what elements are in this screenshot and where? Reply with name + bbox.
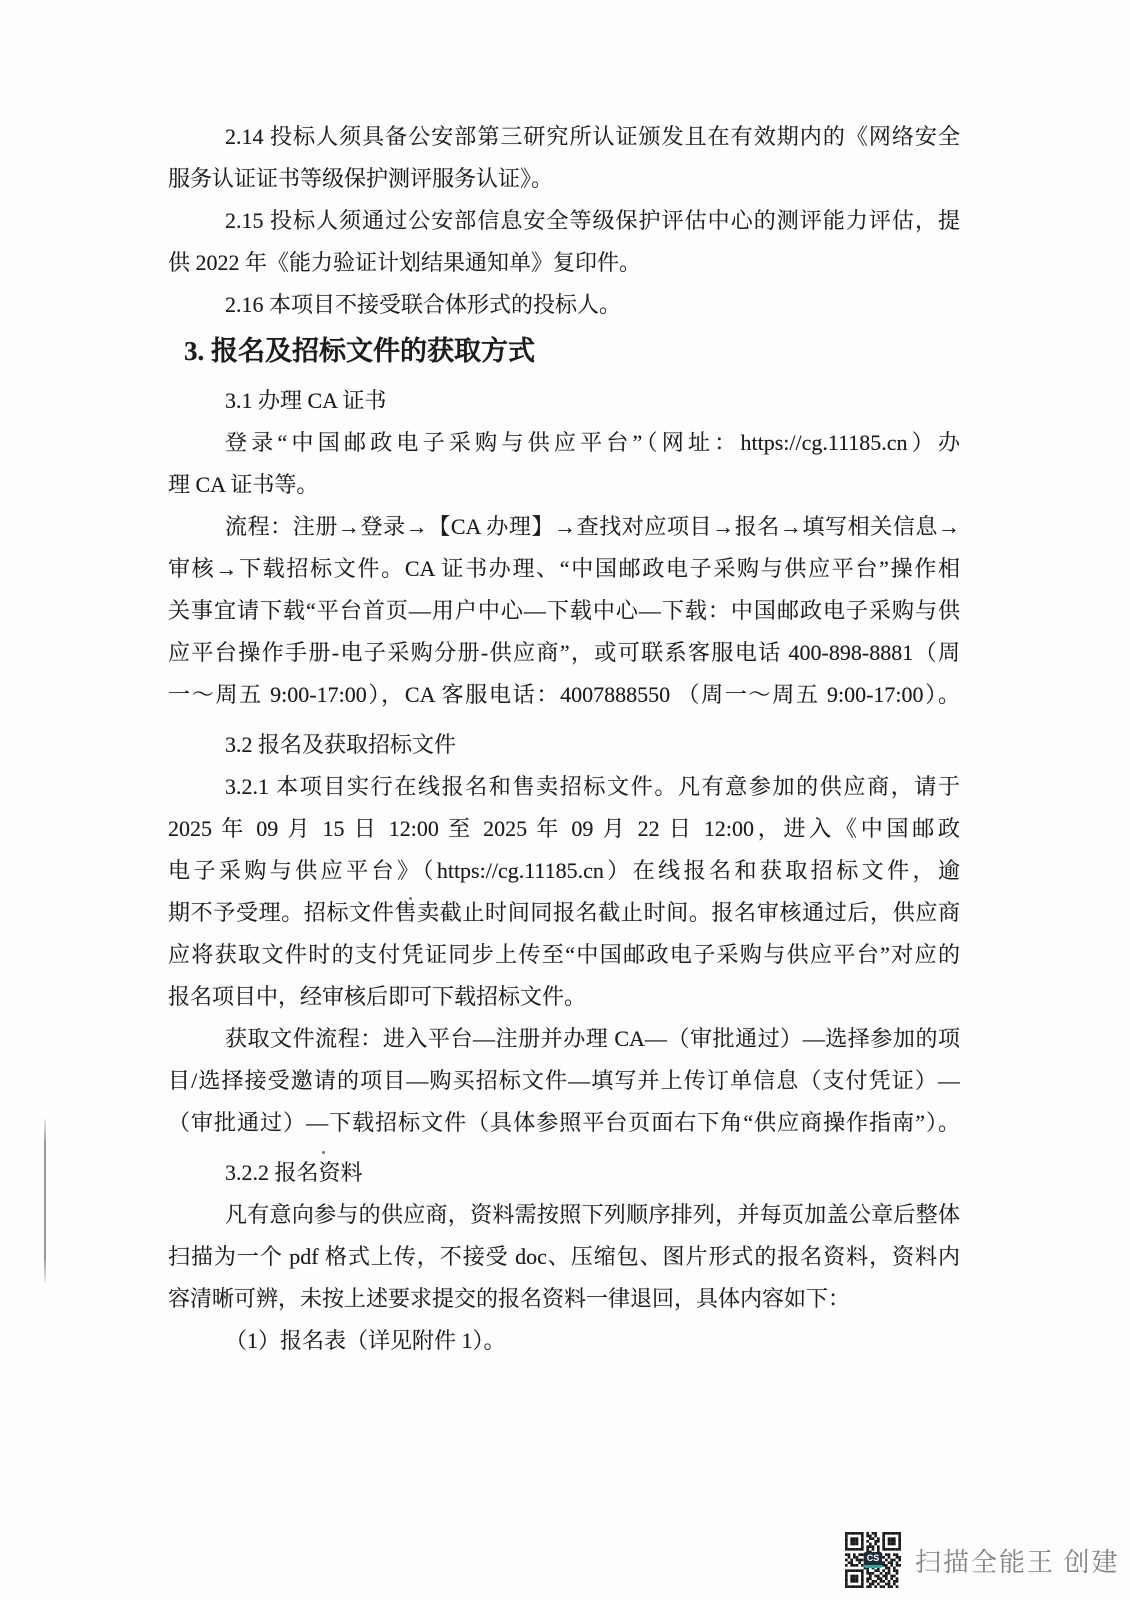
text-line: 流程：注册→登录→【CA 办理】→查找对应项目→报名→填写相关信息→: [225, 514, 960, 539]
text-line: 一～周五 9:00-17:00），CA 客服电话：4007888550 （周一～周五 9:00-17:00）。: [168, 682, 960, 707]
text-line: 供 2022 年《能力验证计划结果通知单》复印件。: [168, 250, 642, 275]
text-line: 3.2.1 本项目实行在线报名和售卖招标文件。凡有意参加的供应商，请于: [225, 774, 960, 799]
text-line: 审核→下载招标文件。CA 证书办理、“中国邮政电子采购与供应平台”操作相: [168, 556, 960, 581]
watermark-label: 扫描全能王 创建: [915, 1547, 1120, 1577]
document-text-block: [168, 116, 960, 1362]
text-line: 目/选择接受邀请的项目—购买招标文件—填写并上传订单信息（支付凭证）—: [168, 1068, 960, 1093]
text-line: （1）报名表（详见附件 1）。: [225, 1328, 506, 1353]
text-line: 获取文件流程：进入平台—注册并办理 CA—（审批通过）—选择参加的项: [225, 1026, 960, 1051]
scan-artifact-dot: [322, 1151, 325, 1154]
section-heading: 3. 报名及招标文件的获取方式: [184, 336, 535, 366]
text-line: 关事宜请下载“平台首页—用户中心—下载中心—下载：中国邮政电子采购与供: [168, 598, 960, 623]
text-line: 2.15 投标人须通过公安部信息安全等级保护评估中心的测评能力评估，提: [225, 208, 960, 233]
scan-artifact-dot: [409, 897, 412, 900]
text-line: 期不予受理。招标文件售卖截止时间同报名截止时间。报名审核通过后，供应商: [168, 900, 960, 925]
text-line: 理 CA 证书等。: [168, 472, 319, 497]
text-line: （审批通过）—下载招标文件（具体参照平台页面右下角“供应商操作指南”）。: [168, 1110, 960, 1135]
scan-artifact-line: [44, 1119, 46, 1282]
qr-code: [845, 1532, 901, 1588]
subsection-title: 3.2.2 报名资料: [225, 1160, 363, 1185]
text-line: 登录“中国邮政电子采购与供应平台”（网址：https://cg.11185.cn）办: [225, 430, 960, 455]
camscanner-watermark: [845, 1531, 1120, 1589]
text-line: 服务认证证书等级保护测评服务认证》。: [168, 166, 554, 191]
text-line: 应平台操作手册-电子采购分册-供应商”，或可联系客服电话 400-898-8881（周: [168, 640, 960, 665]
text-line: 凡有意向参与的供应商，资料需按照下列顺序排列，并每页加盖公章后整体: [225, 1202, 960, 1227]
text-line: 2025 年 09 月 15 日 12:00 至 2025 年 09 月 22 日 12:00，进入《中国邮政: [168, 816, 960, 841]
text-line: 2.16 本项目不接受联合体形式的投标人。: [225, 292, 622, 317]
subsection-title: 3.1 办理 CA 证书: [225, 388, 387, 413]
text-line: 容清晰可辨，未按上述要求提交的报名资料一律退回，具体内容如下：: [168, 1286, 851, 1311]
text-line: 电子采购与供应平台》（https://cg.11185.cn）在线报名和获取招标文件，逾: [168, 858, 960, 883]
text-line: 应将获取文件时的支付凭证同步上传至“中国邮政电子采购与供应平台”对应的: [168, 942, 960, 967]
text-line: 报名项目中，经审核后即可下载招标文件。: [168, 984, 587, 1009]
camscanner-logo-icon: CS: [864, 1552, 882, 1568]
text-line: 2.14 投标人须具备公安部第三研究所认证颁发且在有效期内的《网络安全: [225, 124, 960, 149]
text-line: 扫描为一个 pdf 格式上传，不接受 doc、压缩包、图片形式的报名资料，资料内: [168, 1244, 960, 1269]
subsection-title: 3.2 报名及获取招标文件: [225, 732, 457, 757]
